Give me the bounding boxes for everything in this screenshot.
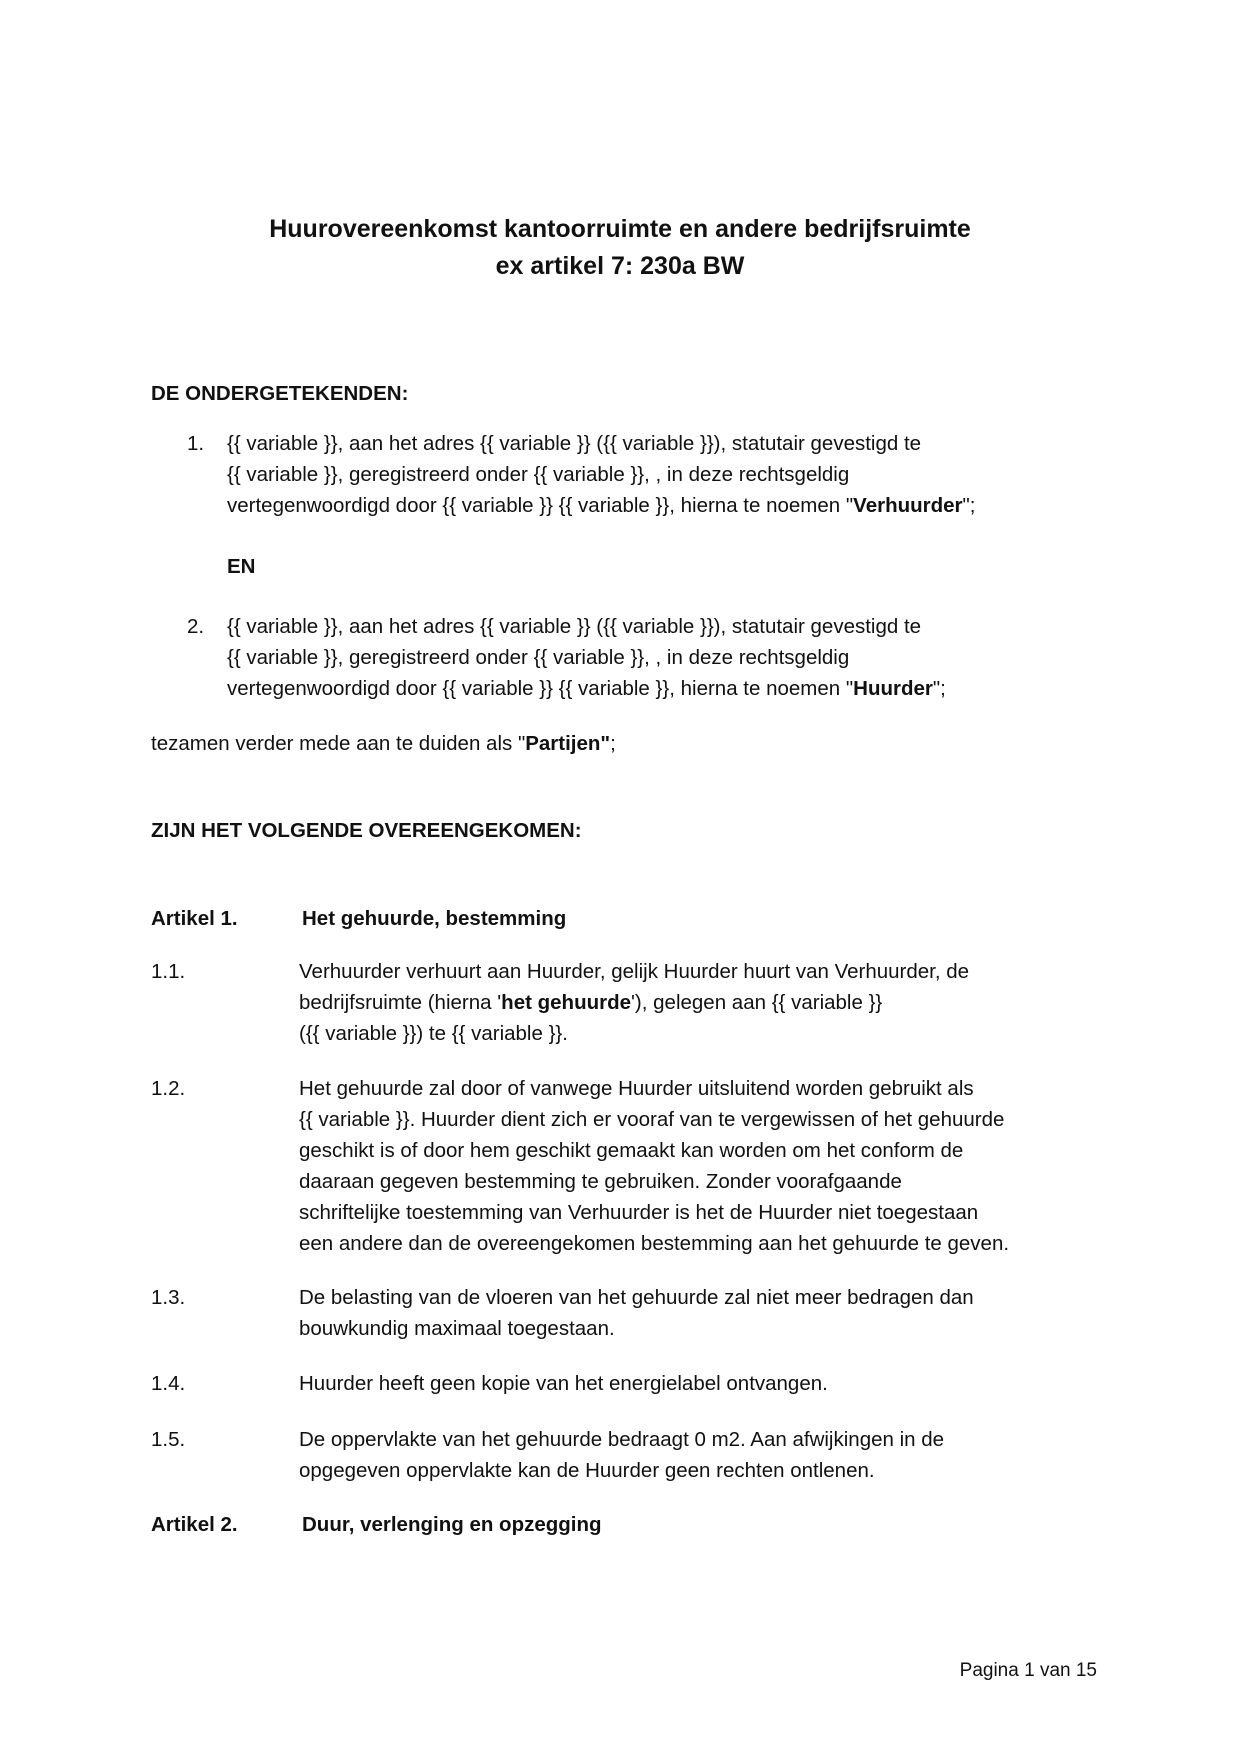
party-line-text: vertegenwoordigd door {{ variable }} {{ variable }}, hierna te noemen " (227, 677, 854, 700)
clause-line: Verhuurder verhuurt aan Huurder, gelijk Huurder huurt van Verhuurder, de (299, 960, 970, 983)
title-line-1: Huurovereenkomst kantoorruimte en andere bedrijfsruimte (269, 215, 971, 243)
clause-number: 1.5. (151, 1428, 186, 1451)
article-number: Artikel 2. (151, 1513, 238, 1536)
party-text (227, 611, 1087, 704)
party-text (227, 428, 1087, 521)
clause-number: 1.1. (151, 960, 186, 983)
page-number: Pagina 1 van 15 (959, 1660, 1097, 1681)
clause-text (299, 1424, 1099, 1486)
connector-en: EN (227, 555, 256, 578)
together-end: ; (610, 732, 616, 755)
party-line (227, 673, 1087, 704)
clause-line-text: bedrijfsruimte (hierna ' (299, 991, 502, 1014)
party-role: Verhuurder (853, 494, 963, 517)
party-line-end: "; (962, 494, 976, 517)
clause-line: De belasting van de vloeren van het gehuurde zal niet meer bedragen dan (299, 1286, 974, 1309)
clause-number: 1.3. (151, 1286, 186, 1309)
article-title: Duur, verlenging en opzegging (302, 1513, 602, 1536)
clause-1-1 (151, 956, 1101, 1049)
document-title (0, 211, 1240, 285)
party-line-text: vertegenwoordigd door {{ variable }} {{ variable }}, hierna te noemen " (227, 494, 854, 517)
clause-number: 1.2. (151, 1077, 186, 1100)
title-line-2: ex artikel 7: 230a BW (495, 252, 745, 280)
clause-1-3 (151, 1282, 1101, 1344)
clause-number: 1.4. (151, 1372, 186, 1395)
agreed-heading: ZIJN HET VOLGENDE OVEREENGEKOMEN: (151, 819, 582, 842)
party-line: {{ variable }}, aan het adres {{ variable }} ({{ variable }}), statutair gevestigd te (227, 432, 922, 455)
clause-line: geschikt is of door hem geschikt gemaakt kan worden om het conform de (299, 1139, 964, 1162)
parties-heading: DE ONDERGETEKENDEN: (151, 382, 409, 405)
defined-term: het gehuurde (501, 991, 632, 1014)
clause-line: schriftelijke toestemming van Verhuurder is het de Huurder niet toegestaan (299, 1201, 979, 1224)
party-number: 2. (187, 615, 205, 638)
clause-1-4 (151, 1368, 1101, 1399)
clause-1-5 (151, 1424, 1101, 1486)
party-number: 1. (187, 432, 205, 455)
clause-line: daaraan gegeven bestemming te gebruiken. Zonder voorafgaande (299, 1170, 902, 1193)
clause-line (299, 987, 1099, 1018)
clause-text (299, 1368, 1099, 1399)
clause-line-text: '), gelegen aan {{ variable }} (631, 991, 883, 1014)
clause-text (299, 1282, 1099, 1344)
clause-line: {{ variable }}. Huurder dient zich er vooraf van te vergewissen of het gehuurde (299, 1108, 1005, 1131)
clause-line: bouwkundig maximaal toegestaan. (299, 1317, 615, 1340)
party-line (227, 490, 1087, 521)
clause-line: ({{ variable }}) te {{ variable }}. (299, 1022, 568, 1045)
together-term: Partijen" (525, 732, 611, 755)
together-text: tezamen verder mede aan te duiden als " (151, 732, 526, 755)
party-line: {{ variable }}, geregistreerd onder {{ variable }}, , in deze rechtsgeldig (227, 646, 850, 669)
article-title: Het gehuurde, bestemming (302, 907, 567, 930)
party-1 (187, 428, 1087, 521)
clause-text (299, 1073, 1099, 1259)
article-number: Artikel 1. (151, 907, 238, 930)
parties-together (151, 728, 616, 759)
clause-text (299, 956, 1099, 1049)
clause-line: opgegeven oppervlakte kan de Huurder geen rechten ontlenen. (299, 1459, 875, 1482)
clause-line: Het gehuurde zal door of vanwege Huurder uitsluitend worden gebruikt als (299, 1077, 974, 1100)
clause-line: Huurder heeft geen kopie van het energielabel ontvangen. (299, 1372, 828, 1395)
party-role: Huurder (853, 677, 933, 700)
party-line-end: "; (932, 677, 946, 700)
party-line: {{ variable }}, aan het adres {{ variable }} ({{ variable }}), statutair gevestigd te (227, 615, 922, 638)
clause-line: een andere dan de overeengekomen bestemming aan het gehuurde te geven. (299, 1232, 1010, 1255)
party-line: {{ variable }}, geregistreerd onder {{ variable }}, , in deze rechtsgeldig (227, 463, 850, 486)
party-2 (187, 611, 1087, 704)
clause-1-2 (151, 1073, 1101, 1259)
clause-line: De oppervlakte van het gehuurde bedraagt 0 m2. Aan afwijkingen in de (299, 1428, 945, 1451)
